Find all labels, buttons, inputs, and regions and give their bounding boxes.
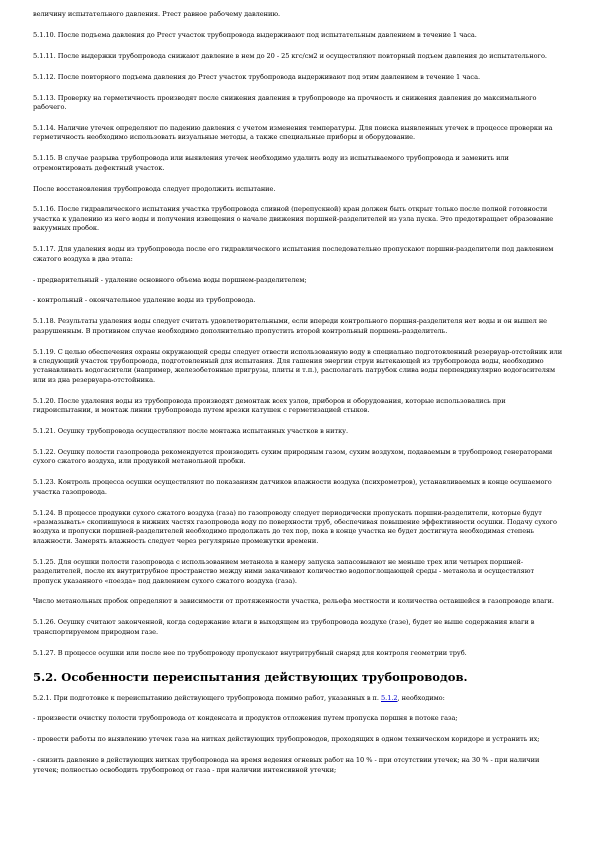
paragraph: - провести работы по выявлению утечек газа на нитках действующих трубопроводов, проходящих в одном техническом коридоре и устранить их; — [33, 735, 540, 744]
paragraph: 5.1.15. В случае разрыва трубопровода или выявления утечек необходимо удалить воду из испытываемого трубопровода и заменить или отремонтировать дефектный участок. — [33, 154, 509, 172]
paragraph: 5.1.19. С целью обеспечения охраны окружающей среды следует отвести использованную воду в специально подготовленный резервуар-отстойник или в следующий участок трубопровода, подготовленный для испытания. Для гашения энергии струи вытекающей из трубопровода воды, необходимо устанавливать водогасители (например, железобетонные пригрузы, плиты и т.п.), располагать патрубок слива воды перпендикулярно водогасителям или из дна резервуара-отстойника. — [33, 347, 563, 384]
paragraph: 5.1.24. В процессе продувки сухого сжатого воздуха (газа) по газопроводу следует периодически пропускать поршни-разделители, которые будут «размазывать» скопившуюся в нижних частях газопровода воду по поверхности труб, обеспечивая повышение эффективности осушки. Подачу сухого воздуха и пропуски поршней-разделителей необходимо продолжать до тех пор, пока в конце участка не будет достигнута необходимая степень влажности. Замерять влажность следует через регулярные промежутки времени. — [33, 508, 557, 545]
paragraph: 5.1.14. Наличие утечек определяют по падению давления с учетом изменения температуры. Для поиска выявленных утечек в процессе проверки на герметичность необходимо использовать визуальные методы, а также специальные приборы и оборудование. — [33, 123, 553, 142]
paragraph: - снизить давление в действующих нитках трубопровода на время ведения огневых работ на 10 % - при отсутствии утечек; на 30 % - при наличии утечек; полностью освободить трубопровод от газа - при наличии интенсивной утечки; — [33, 756, 540, 774]
paragraph: 5.1.22. Осушку полости газопровода рекомендуется производить сухим природным газом, сухим воздухом, подаваемым в трубопровод генераторами сухого сжатого воздуха, или продувкой метанольной пробки. — [33, 447, 553, 466]
paragraph: - предварительный - удаление основного объема воды поршнем-разделителем; — [33, 275, 307, 284]
paragraph-5-2-1 — [33, 694, 563, 703]
paragraph: - контрольный - окончательное удаление воды из трубопровода. — [33, 296, 256, 305]
paragraph-text: , необходимо: — [397, 693, 445, 702]
paragraph: 5.1.17. Для удаления воды из трубопровода после его гидравлического испытания последовательно пропускают поршни-разделители под давлением сжатого воздуха в два этапа: — [33, 245, 554, 263]
paragraphs-after — [33, 714, 563, 775]
paragraph: 5.1.18. Результаты удаления воды следует считать удовлетворительными, если впереди контрольного поршня-разделителя нет воды и он вышел не разрушенным. В противном случае необходимо дополнительно пропустить второй контрольный поршень-разделитель. — [33, 317, 548, 335]
section-heading: 5.2. Особенности переиспытания действующих трубопроводов. — [33, 669, 468, 684]
paragraph: 5.1.23. Контроль процесса осушки осуществляют по показаниям датчиков влажности воздуха (психрометров), устанавливаемых в конце осушаемого участка газопровода. — [33, 478, 552, 496]
paragraph: 5.1.16. После гидравлического испытания участка трубопровода сливной (перепускной) кран должен быть открыт только после полной готовности участка к удалению из него воды и получения извещения о начале движения поршней-разделителей из узла пуска. Это предотвращает образование вакуумных пробок. — [33, 205, 554, 233]
paragraph: - произвести очистку полости трубопровода от конденсата и продуктов отложения путем пропуска поршня в потоке газа; — [33, 714, 458, 723]
paragraph: 5.1.20. После удаления воды из трубопровода производят демонтаж всех узлов, приборов и оборудования, которые использовались при гидроиспытании, и монтаж линии трубопровода путем врезки катушек с герметизацией стыков. — [33, 396, 506, 415]
paragraph: величину испытательного давления. Ртест равное рабочему давлению. — [33, 10, 281, 18]
paragraph: 5.1.12. После повторного подъема давления до Ртест участок трубопровода выдерживают под этим давлением в течение 1 часа. — [33, 72, 481, 81]
paragraph: 5.1.11. После выдержки трубопровода снижают давление в нем до 20 - 25 кгс/см2 и осуществляют повторный подъем давления до испытательного. — [33, 51, 547, 60]
paragraph: 5.1.27. В процессе осушки или после нее по трубопроводу пропускают внутритрубный снаряд для контроля геометрии труб. — [33, 648, 467, 657]
paragraph: 5.1.13. Проверку на герметичность производят после снижения давления в трубопроводе на прочность и снижения давления до максимального рабочего. — [33, 93, 537, 112]
paragraph: 5.1.26. Осушку считают законченной, когда содержание влаги в выходящем из трубопровода воздухе (газе), будет не выше содержания влаги в транспортируемом природном газе. — [33, 618, 535, 636]
paragraph: Число метанольных пробок определяют в зависимости от протяженности участка, рельефа местности и количества оставшейся в газопроводе влаги. — [33, 597, 554, 606]
paragraph: 5.1.21. Осушку трубопровода осуществляют после монтажа испытанных участков в нитку. — [33, 427, 349, 436]
reference-link-5-1-2[interactable]: 5.1.2 — [381, 693, 398, 702]
paragraph: После восстановления трубопровода следует продолжить испытание. — [33, 184, 276, 193]
paragraph: 5.1.25. Для осушки полости газопровода с использованием метанола в камеру запуска запасовывают не меньше трех или четырех поршней-разделителей, после их внутритрубное пространство между ними закачивают количество водопоглощающей среды - метанола и осуществляют пропуск указанного «поезда» под давлением сухого сжатого воздуха (газа). — [33, 557, 535, 585]
document-page — [33, 10, 563, 787]
paragraph: 5.1.10. После подъема давления до Ртест участок трубопровода выдерживают под испытательным давлением в течение 1 часа. — [33, 30, 477, 39]
paragraphs-before — [33, 10, 563, 658]
paragraph-text: 5.2.1. При подготовке к переиспытанию действующего трубопровода помимо работ, указанных в п. — [33, 693, 381, 702]
